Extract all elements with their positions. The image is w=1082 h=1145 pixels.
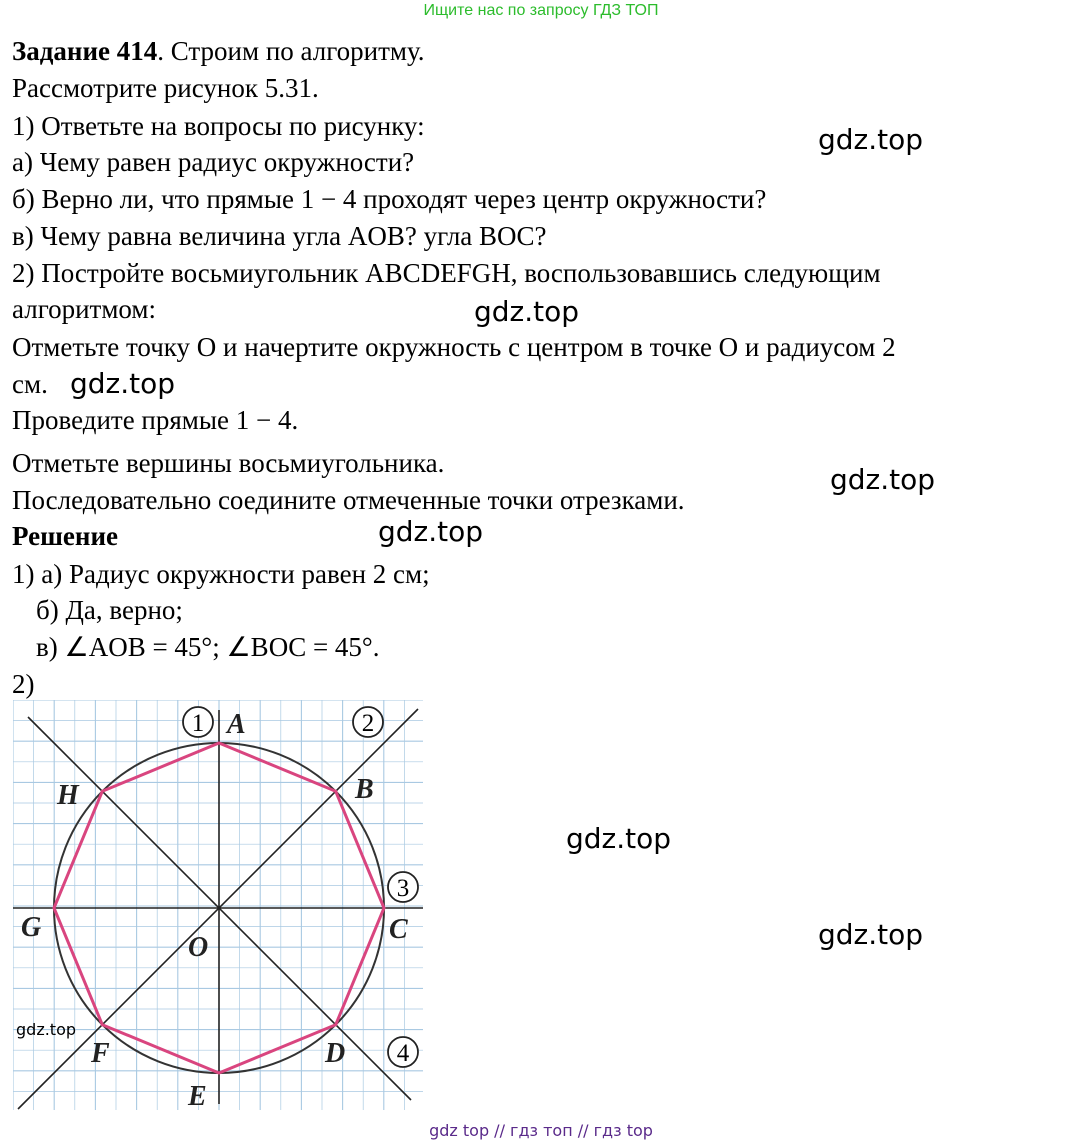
solution-line: 1) а) Радиус окружности равен 2 см; bbox=[12, 559, 430, 589]
vertex-label-e: E bbox=[188, 1081, 207, 1110]
task-line: 1) Ответьте на вопросы по рисунку: bbox=[12, 111, 425, 141]
task-line: алгоритмом: bbox=[12, 294, 157, 324]
vertex-label-a: A bbox=[227, 709, 246, 740]
line-1-marker bbox=[183, 707, 213, 737]
vertex-label-b: B bbox=[355, 774, 374, 805]
watermark: gdz.top bbox=[566, 822, 672, 855]
task-title bbox=[12, 36, 425, 66]
line-2-number: 2 bbox=[361, 710, 375, 737]
watermark: gdz.top bbox=[818, 123, 924, 156]
task-line: см. bbox=[12, 369, 48, 399]
footer-links[interactable]: gdz top // гдз топ // гдз top bbox=[429, 1121, 653, 1140]
solution-line: 2) bbox=[12, 669, 35, 699]
line-2 bbox=[18, 709, 418, 1109]
task-line: б) Верно ли, что прямые 1 − 4 проходят через центр окружности? bbox=[12, 184, 767, 214]
watermark: gdz.top bbox=[830, 463, 936, 496]
task-line: Последовательно соедините отмеченные точки отрезками. bbox=[12, 485, 685, 515]
line-3-number: 3 bbox=[396, 875, 410, 902]
vertex-label-h: H bbox=[57, 780, 79, 811]
grid-paper bbox=[13, 700, 423, 1110]
task-line: а) Чему равен радиус окружности? bbox=[12, 147, 415, 177]
watermark: gdz.top bbox=[474, 295, 580, 328]
line-4-number: 4 bbox=[396, 1040, 410, 1067]
solution-line: б) Да, верно; bbox=[36, 595, 183, 625]
solution-heading: Решение bbox=[12, 521, 118, 551]
top-banner[interactable]: Ищите нас по запросу ГДЗ ТОП bbox=[423, 2, 659, 19]
task-line: Отметьте вершины восьмиугольника. bbox=[12, 448, 445, 478]
watermark: gdz.top bbox=[378, 515, 484, 548]
task-number: Задание 414 bbox=[12, 36, 158, 66]
vertex-label-f: F bbox=[91, 1038, 110, 1069]
line-1-number: 1 bbox=[191, 710, 205, 737]
watermark-small: gdz.top bbox=[16, 1020, 77, 1039]
task-title-rest: . Строим по алгоритму. bbox=[157, 36, 425, 66]
solution-line: в) ∠AOB = 45°; ∠BOC = 45°. bbox=[36, 632, 380, 662]
line-4-marker bbox=[388, 1037, 418, 1067]
task-line: в) Чему равна величина угла AOB? угла BOC? bbox=[12, 221, 547, 251]
center-label-o: O bbox=[188, 932, 209, 963]
octagon-figure bbox=[13, 700, 423, 1110]
task-line: Отметьте точку O и начертите окружность с центром в точке O и радиусом 2 bbox=[12, 332, 896, 362]
watermark: gdz.top bbox=[70, 367, 176, 400]
watermark: gdz.top bbox=[818, 918, 924, 951]
line-2-marker bbox=[353, 707, 383, 737]
task-line: 2) Постройте восьмиугольник ABCDEFGH, воспользовавшись следующим bbox=[12, 258, 881, 288]
vertex-label-d: D bbox=[325, 1038, 346, 1069]
vertex-label-c: C bbox=[389, 914, 408, 945]
vertex-label-g: G bbox=[21, 912, 42, 943]
task-line: Рассмотрите рисунок 5.31. bbox=[12, 73, 319, 103]
line-3-marker bbox=[388, 872, 418, 902]
task-line: Проведите прямые 1 − 4. bbox=[12, 405, 299, 435]
